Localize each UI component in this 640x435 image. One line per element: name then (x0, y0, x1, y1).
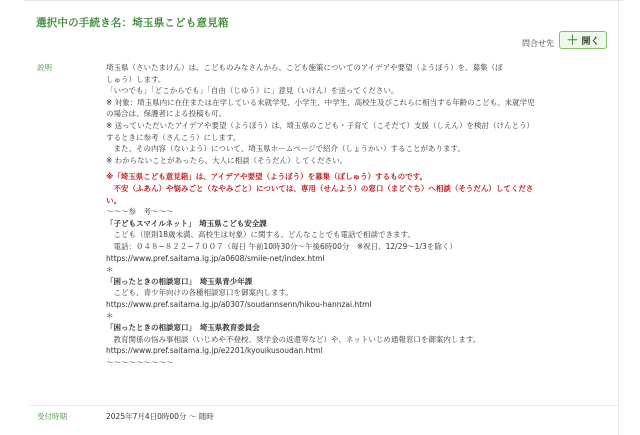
description-label: 説明 (37, 63, 52, 72)
top-border (24, 0, 624, 1)
reference-title: 「子どもスマイルネット」 埼玉県こども安全課 (106, 218, 267, 228)
description-text: また、その内容（ないよう）について、埼玉県ホームページで紹介（しょうかい）することがあります。 (106, 144, 465, 154)
description-text: の場合は、保護者による投稿も可。 (106, 109, 226, 119)
reference-title: 「困ったときの相談窓口」 埼玉県教育委員会 (106, 323, 260, 333)
row-divider (30, 405, 618, 406)
right-border (618, 0, 619, 435)
reception-label: 受付時期 (37, 412, 67, 421)
reference-url: https://www.pref.saitama.lg.jp/e2201/kyouikusoudan.html (106, 346, 323, 356)
reference-text: こども（原則18歳未満、高校生は対象）に関する、どんなことでも電話で相談できます。 (106, 230, 415, 240)
warning-text: い。 (106, 195, 121, 205)
warning-text: 不安（ふあん）や悩みごと（なやみごと）については、専用（せんよう）の窓口（まどぐち）へ相談（そうだん）してくださ (106, 183, 534, 193)
open-contact-button[interactable] (559, 31, 607, 49)
reference-url: https://www.pref.saitama.lg.jp/a0608/smile-net/index.html (106, 253, 325, 263)
description-text: 「いつでも」「どこからでも」「自由（じゆう）に」意見（いけん）を送ってください。 (106, 86, 399, 96)
reference-title: 「困ったときの相談窓口」 埼玉県青少年課 (106, 276, 253, 286)
reference-footer: 〜〜〜〜〜〜〜〜〜 (106, 357, 174, 367)
description-text: ※ 対象：埼玉県内に在住または在学している未就学児、小学生、中学生、高校生及びこれらに相当する年齢のこども。未就学児 (106, 97, 535, 107)
open-button-label: 開く (581, 36, 600, 47)
description-text: しゅう）します。 (106, 74, 166, 84)
description-text: 埼玉県（さいたまけん）は、こどものみなさんから、こども施策についてのアイデアや要望（ようぼう）を、募集（ぼ (106, 63, 503, 72)
separator: ＊ (106, 265, 114, 275)
reference-phone: 電話：０４８−８２２−７００７（毎日 午前10時30分〜午後6時00分 ※祝日、12/29〜1/3を除く） (106, 241, 457, 251)
reception-value: 2025年7月4日0時00分 〜 随時 (106, 412, 214, 421)
plus-icon: ＋ (566, 33, 579, 47)
separator: ＊ (106, 311, 114, 321)
reference-url: https://www.pref.saitama.lg.jp/a0307/soudannsenn/hikou-hannzai.html (106, 299, 372, 309)
contact-label: 問合せ先 (522, 39, 554, 48)
description-body (106, 62, 616, 368)
reference-text: 教育関係の悩み事相談（いじめや不登校、奨学金の返還等など）や、ネットいじめ通報窓口を御案内します。 (106, 334, 481, 344)
warning-text: ※「埼玉県こども意見箱」は、アイデアや要望（ようぼう）を募集（ぼしゅう）するものです。 (106, 172, 428, 182)
reference-text: こども、青少年向けの各種相談窓口を御案内します。 (106, 288, 293, 298)
reference-header: 〜〜〜参 考〜〜〜 (106, 207, 174, 217)
page-title: 選択中の手続き名：埼玉県こども意見箱 (36, 17, 229, 29)
description-text: ※ 送っていただいたアイデアや要望（ようぼう）は、埼玉県のこども・子育て（こそだて）支援（しえん）を検討（けんとう） (106, 120, 534, 130)
description-text: するときに参考（さんこう）にします。 (106, 132, 241, 142)
description-text: ※ わからないことがあったら、大人に相談（そうだん）してください。 (106, 155, 348, 165)
